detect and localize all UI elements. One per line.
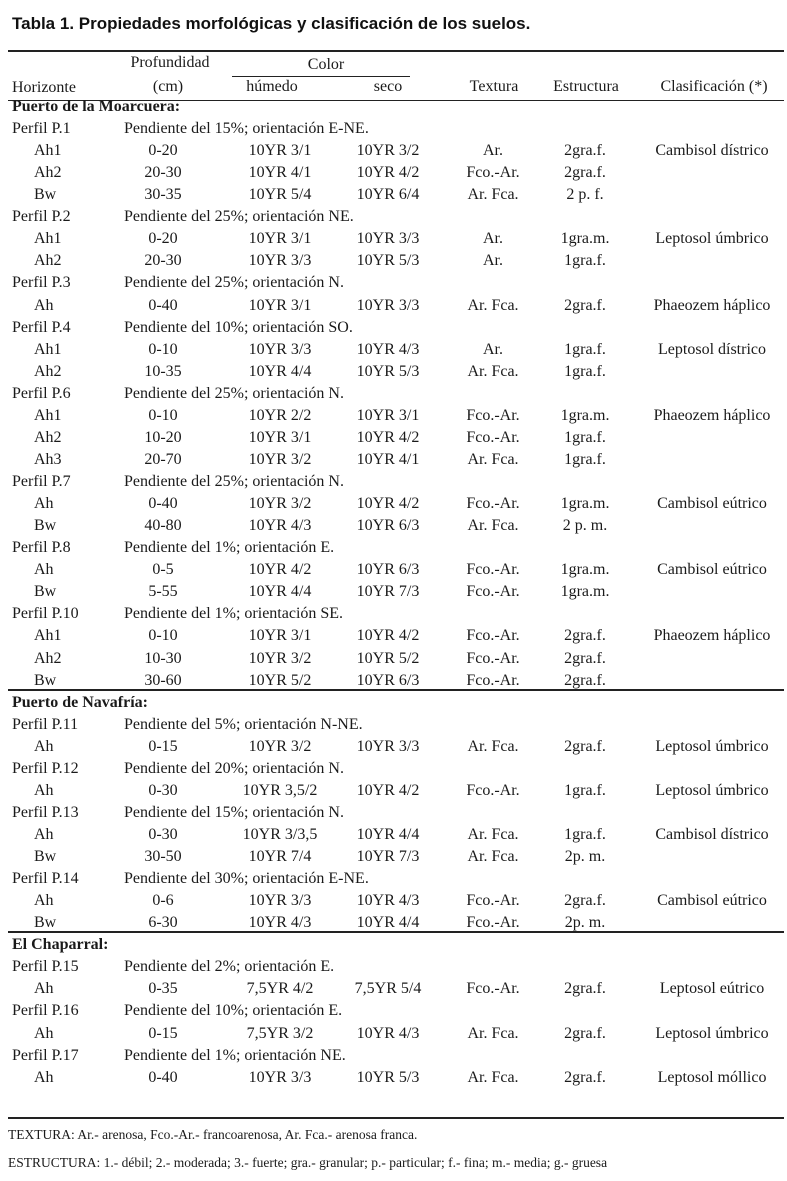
horizon-cell: Ah1 [34, 230, 62, 248]
table-row: Ah2 10-35 10YR 4/4 10YR 5/3 Ar. Fca. 1gra.f. [0, 361, 787, 383]
profile-row [0, 1000, 787, 1022]
table-row: Ah2 20-30 10YR 3/3 10YR 5/3 Ar. 1gra.f. [0, 250, 787, 272]
table-row: Bw 5-55 10YR 4/4 10YR 7/3 Fco.-Ar. 1gra.m. [0, 581, 787, 603]
horizon-cell: Ah [34, 781, 54, 799]
table-row: Ah2 10-20 10YR 3/1 10YR 4/2 Fco.-Ar. 1gra.f. [0, 427, 787, 449]
horizon-cell: Ah [34, 296, 54, 314]
horizon-cell: Ah3 [34, 450, 62, 468]
site-separator-rule [8, 689, 784, 691]
table-row: Bw 6-30 10YR 4/3 10YR 4/4 Fco.-Ar. 2p. m. [0, 912, 787, 934]
horizon-cell: Ah1 [34, 340, 62, 358]
site-row [0, 96, 787, 118]
site-row [0, 934, 787, 956]
profile-description: Pendiente del 1%; orientación E. [124, 539, 335, 557]
site-name: Puerto de la Moarcuera: [12, 98, 181, 115]
table-row: Ah3 20-70 10YR 3/2 10YR 4/1 Ar. Fca. 1gra.f. [0, 449, 787, 471]
profile-row [0, 206, 787, 228]
profile-label: Perfil P.2 [12, 208, 71, 226]
site-separator-rule [8, 931, 784, 933]
table-row: Ah 0-15 10YR 3/2 10YR 3/3 Ar. Fca. 2gra.f. Leptosol úmbrico [0, 736, 787, 758]
horizon-cell: Ah2 [34, 164, 62, 182]
color-header-rule [232, 76, 410, 77]
profile-label: Perfil P.6 [12, 384, 71, 402]
table-row: Ah1 0-10 10YR 2/2 10YR 3/1 Fco.-Ar. 1gra.m. Phaeozem háplico [0, 405, 787, 427]
table-row: Ah 0-5 10YR 4/2 10YR 6/3 Fco.-Ar. 1gra.m. Cambisol eútrico [0, 559, 787, 581]
horizon-cell: Ah2 [34, 362, 62, 380]
horizon-cell: Bw [34, 186, 57, 204]
profile-row [0, 272, 787, 294]
profile-label: Perfil P.11 [12, 715, 79, 733]
horizon-cell: Bw [34, 671, 57, 689]
profile-label: Perfil P.1 [12, 120, 71, 138]
table-row: Ah 0-30 10YR 3,5/2 10YR 4/2 Fco.-Ar. 1gra.f. Leptosol úmbrico [0, 780, 787, 802]
profile-label: Perfil P.15 [12, 958, 79, 976]
profile-label: Perfil P.13 [12, 803, 79, 821]
footer-textura: TEXTURA: Ar.- arenosa, Fco.-Ar.- francoarenosa, Ar. Fca.- arenosa franca. [8, 1127, 418, 1142]
header-horizonte: Horizonte [12, 79, 76, 96]
profile-description: Pendiente del 15%; orientación N. [124, 803, 344, 821]
table-row: Ah1 0-20 10YR 3/1 10YR 3/3 Ar. 1gra.m. Leptosol úmbrico [0, 228, 787, 250]
profile-label: Perfil P.8 [12, 539, 71, 557]
profile-label: Perfil P.17 [12, 1046, 79, 1064]
profile-description: Pendiente del 5%; orientación N-NE. [124, 715, 363, 733]
horizon-cell: Ah1 [34, 406, 62, 424]
table-row: Bw 30-50 10YR 7/4 10YR 7/3 Ar. Fca. 2p. m. [0, 846, 787, 868]
table-row: Ah1 0-20 10YR 3/1 10YR 3/2 Ar. 2gra.f. Cambisol dístrico [0, 140, 787, 162]
profile-row [0, 956, 787, 978]
footer-estructura: ESTRUCTURA: 1.- débil; 2.- moderada; 3.- fuerte; gra.- granular; p.- particular; f.- fina; m.- media; g.- gruesa [8, 1155, 608, 1170]
horizon-cell: Bw [34, 914, 57, 932]
header-estructura: Estructura [553, 78, 619, 95]
profile-row [0, 1045, 787, 1067]
horizon-cell: Ah [34, 1068, 54, 1086]
horizon-cell: Ah [34, 495, 54, 513]
horizon-cell: Ah [34, 561, 54, 579]
horizon-cell: Ah2 [34, 252, 62, 270]
profile-row [0, 317, 787, 339]
profile-description: Pendiente del 30%; orientación E-NE. [124, 870, 369, 888]
table-row: Ah 0-30 10YR 3/3,5 10YR 4/4 Ar. Fca. 1gra.f. Cambisol dístrico [0, 824, 787, 846]
table-bottom-rule [8, 1117, 784, 1119]
table-top-rule [8, 50, 784, 52]
table-row: Ah2 10-30 10YR 3/2 10YR 5/2 Fco.-Ar. 2gra.f. [0, 648, 787, 670]
profile-row [0, 802, 787, 824]
profile-description: Pendiente del 20%; orientación N. [124, 759, 344, 777]
horizon-cell: Ah [34, 980, 54, 998]
profile-description: Pendiente del 25%; orientación N. [124, 384, 344, 402]
profile-description: Pendiente del 1%; orientación NE. [124, 1046, 346, 1064]
profile-description: Pendiente del 10%; orientación E. [124, 1002, 343, 1020]
profile-row [0, 868, 787, 890]
table-row: Ah 0-40 10YR 3/2 10YR 4/2 Fco.-Ar. 1gra.m. Cambisol eútrico [0, 493, 787, 515]
profile-label: Perfil P.14 [12, 870, 79, 888]
table-title: Tabla 1. Propiedades morfológicas y clasificación de los suelos. [12, 14, 531, 33]
profile-description: Pendiente del 25%; orientación N. [124, 473, 344, 491]
horizon-cell: Ah2 [34, 428, 62, 446]
profile-description: Pendiente del 2%; orientación E. [124, 958, 335, 976]
profile-row [0, 118, 787, 140]
profile-label: Perfil P.3 [12, 274, 71, 292]
header-humedo: húmedo [246, 78, 298, 95]
table-row: Ah2 20-30 10YR 4/1 10YR 4/2 Fco.-Ar. 2gra.f. [0, 162, 787, 184]
horizon-cell: Ah [34, 892, 54, 910]
site-name: El Chaparral: [12, 936, 109, 954]
horizon-cell: Ah [34, 825, 54, 843]
profile-row [0, 537, 787, 559]
profile-description: Pendiente del 25%; orientación NE. [124, 208, 354, 226]
site-row [0, 692, 787, 714]
profile-description: Pendiente del 25%; orientación N. [124, 274, 344, 292]
table-row: Bw 30-60 10YR 5/2 10YR 6/3 Fco.-Ar. 2gra.f. [0, 670, 787, 692]
table-row: Ah 0-40 10YR 3/3 10YR 5/3 Ar. Fca. 2gra.f. Leptosol móllico [0, 1067, 787, 1089]
table-row: Ah 0-35 7,5YR 4/2 7,5YR 5/4 Fco.-Ar. 2gra.f. Leptosol eútrico [0, 978, 787, 1000]
profile-label: Perfil P.12 [12, 759, 79, 777]
profile-label: Perfil P.7 [12, 473, 71, 491]
horizon-cell: Ah [34, 1024, 54, 1042]
horizon-cell: Ah1 [34, 627, 62, 645]
table-row: Bw 40-80 10YR 4/3 10YR 6/3 Ar. Fca. 2 p. m. [0, 515, 787, 537]
horizon-cell: Bw [34, 583, 57, 601]
header-cm: (cm) [152, 78, 184, 95]
profile-row [0, 603, 787, 625]
profile-row [0, 471, 787, 493]
profile-description: Pendiente del 15%; orientación E-NE. [124, 120, 369, 138]
table-row: Ah 0-6 10YR 3/3 10YR 4/3 Fco.-Ar. 2gra.f. Cambisol eútrico [0, 890, 787, 912]
header-textura: Textura [469, 78, 519, 95]
horizon-cell: Bw [34, 848, 57, 866]
header-seco: seco [373, 78, 403, 95]
profile-description: Pendiente del 10%; orientación SO. [124, 318, 353, 336]
horizon-cell: Bw [34, 517, 57, 535]
table-row: Ah 0-40 10YR 3/1 10YR 3/3 Ar. Fca. 2gra.f. Phaeozem háplico [0, 295, 787, 317]
profile-row [0, 714, 787, 736]
profile-label: Perfil P.4 [12, 318, 71, 336]
header-profundidad: Profundidad [130, 54, 210, 71]
table-row: Bw 30-35 10YR 5/4 10YR 6/4 Ar. Fca. 2 p. f. [0, 184, 787, 206]
table-row: Ah1 0-10 10YR 3/3 10YR 4/3 Ar. 1gra.f. Leptosol dístrico [0, 339, 787, 361]
profile-row [0, 758, 787, 780]
header-clasificacion: Clasificación (*) [660, 78, 768, 95]
site-name: Puerto de Navafría: [12, 693, 148, 711]
table-row: Ah1 0-10 10YR 3/1 10YR 4/2 Fco.-Ar. 2gra.f. Phaeozem háplico [0, 625, 787, 647]
header-color: Color [307, 56, 345, 73]
profile-label: Perfil P.10 [12, 605, 79, 623]
table-row: Ah 0-15 7,5YR 3/2 10YR 4/3 Ar. Fca. 2gra.f. Leptosol úmbrico [0, 1023, 787, 1045]
profile-row [0, 383, 787, 405]
horizon-cell: Ah2 [34, 649, 62, 667]
profile-label: Perfil P.16 [12, 1002, 79, 1020]
horizon-cell: Ah [34, 737, 54, 755]
profile-description: Pendiente del 1%; orientación SE. [124, 605, 344, 623]
horizon-cell: Ah1 [34, 142, 62, 160]
